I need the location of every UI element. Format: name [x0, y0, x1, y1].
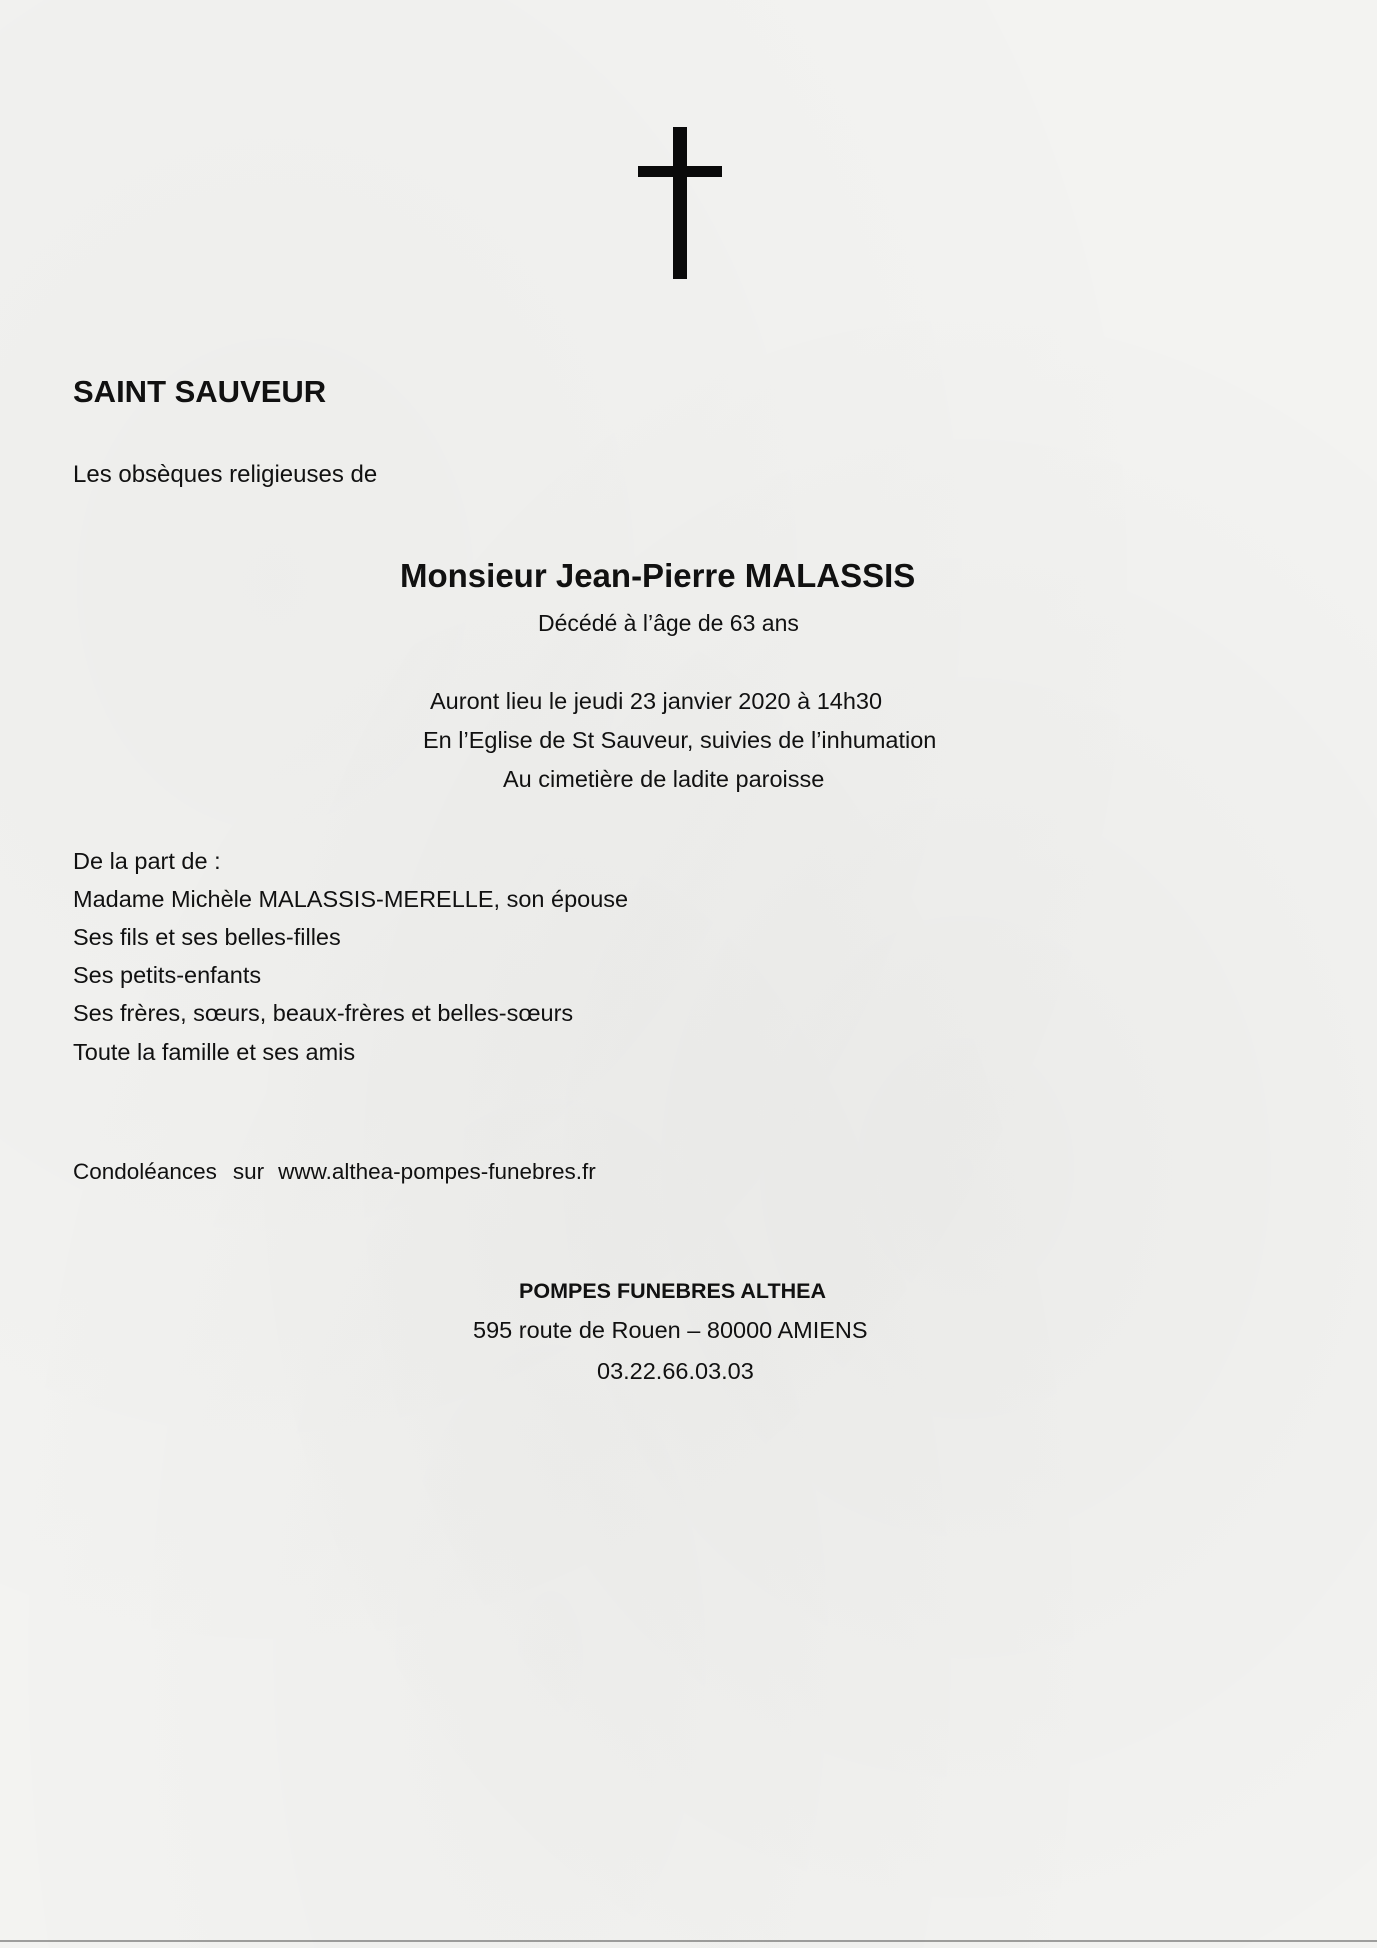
family-member: Toute la famille et ses amis	[73, 1039, 356, 1065]
condolences-line	[73, 1161, 596, 1184]
town-heading: SAINT SAUVEUR	[73, 374, 327, 409]
condolences-word: sur	[232, 1159, 265, 1184]
ceremony-burial-line: Au cimetière de ladite paroisse	[503, 766, 825, 792]
family-header: De la part de :	[73, 848, 221, 874]
family-member: Ses fils et ses belles-filles	[73, 924, 341, 950]
family-member: Madame Michèle MALASSIS-MERELLE, son épouse	[73, 886, 629, 912]
funeral-home-name: POMPES FUNEBRES ALTHEA	[519, 1279, 826, 1303]
latin-cross-icon	[638, 127, 722, 279]
age-line: Décédé à l’âge de 63 ans	[538, 610, 799, 636]
condolences-label: Condoléances	[73, 1159, 217, 1184]
funeral-home-address: 595 route de Rouen – 80000 AMIENS	[473, 1317, 868, 1343]
ceremony-place-line: En l’Eglise de St Sauveur, suivies de l’inhumation	[423, 727, 937, 753]
ceremony-date-line: Auront lieu le jeudi 23 janvier 2020 à 14h30	[430, 688, 883, 714]
scan-edge-line	[0, 1940, 1377, 1942]
family-member: Ses frères, sœurs, beaux-frères et belles-sœurs	[73, 1000, 574, 1026]
cross-horizontal-bar	[638, 166, 722, 177]
condolences-url: www.althea-pompes-funebres.fr	[278, 1159, 596, 1184]
family-member: Ses petits-enfants	[73, 962, 262, 988]
deceased-name: Monsieur Jean-Pierre MALASSIS	[400, 557, 916, 594]
intro-text: Les obsèques religieuses de	[73, 461, 378, 488]
cross-vertical-bar	[673, 127, 687, 279]
funeral-home-phone: 03.22.66.03.03	[597, 1358, 754, 1384]
